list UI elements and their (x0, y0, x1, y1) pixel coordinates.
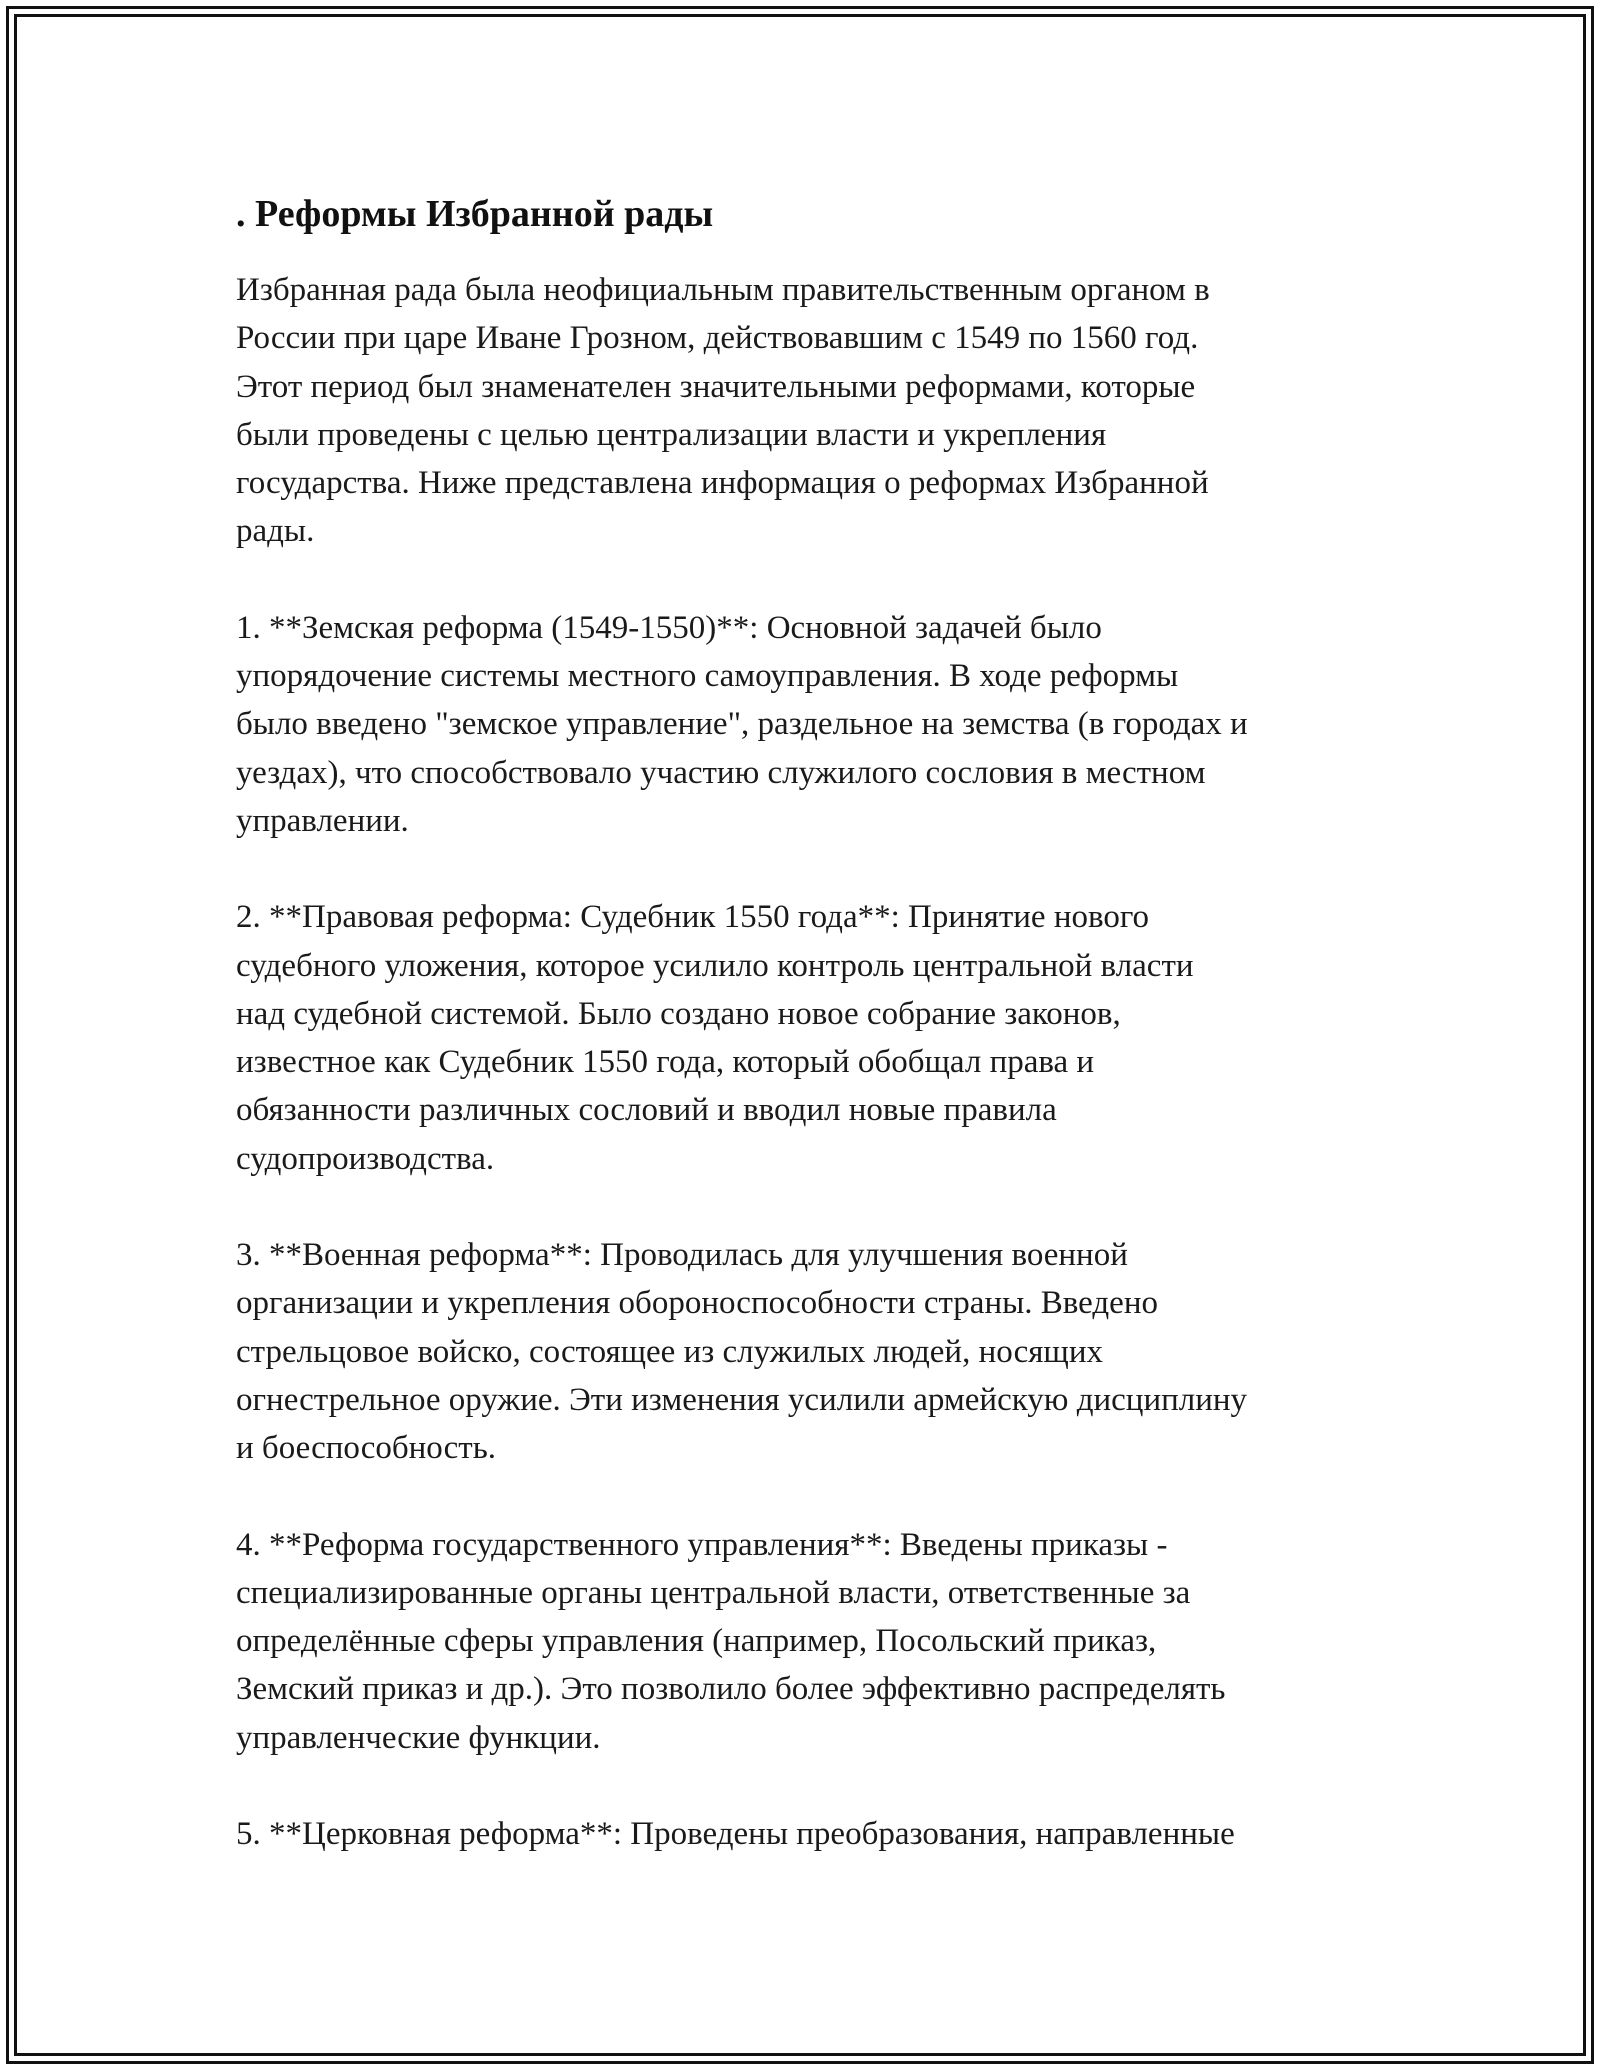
text-line: управленческие функции. (236, 1719, 601, 1756)
text-line: Земский приказ и др.). Это позволило более эффективно распределять (236, 1671, 1226, 1708)
text-line: 5. **Церковная реформа**: Проведены преобразования, направленные (236, 1816, 1235, 1853)
text-line: специализированные органы центральной власти, ответственные за (236, 1574, 1191, 1611)
text-line: России при царе Иване Грозном, действовавшим с 1549 по 1560 год. (236, 320, 1199, 357)
reform-item-zemskaya (236, 604, 1376, 845)
reform-item-upravlenie (236, 1521, 1376, 1762)
reform-item-cerkovnaya (236, 1810, 1376, 1858)
text-line: судебного уложения, которое усилило контроль центральной власти (236, 947, 1194, 984)
text-line: организации и укрепления обороноспособности страны. Введено (236, 1285, 1158, 1322)
reform-item-voennaya (236, 1231, 1376, 1472)
text-line: управлении. (236, 802, 409, 839)
text-line: Этот период был знаменателен значительными реформами, которые (236, 368, 1196, 405)
text-line: были проведены с целью централизации власти и укрепления (236, 416, 1107, 453)
text-line: 3. **Военная реформа**: Проводилась для улучшения военной (236, 1237, 1128, 1274)
document-title: . Реформы Избранной рады (236, 193, 714, 235)
text-line: рады. (236, 513, 315, 550)
text-line: обязанности различных сословий и вводил новые правила (236, 1092, 1057, 1129)
document-body (236, 190, 1376, 1906)
text-line: известное как Судебник 1550 года, который обобщал права и (236, 1044, 1095, 1081)
text-line: 4. **Реформа государственного управления**: Введены приказы - (236, 1526, 1168, 1563)
text-line: 1. **Земская реформа (1549-1550)**: Основной задачей было (236, 609, 1102, 646)
text-line: над судебной системой. Было создано новое собрание законов, (236, 995, 1121, 1032)
text-line: Избранная рада была неофициальным правительственным органом в (236, 272, 1210, 308)
text-line: стрельцовое войско, состоящее из служилых людей, носящих (236, 1333, 1103, 1370)
text-line: уездах), что способствовало участию служилого сословия в местном (236, 754, 1206, 791)
text-line: 2. **Правовая реформа: Судебник 1550 года**: Принятие нового (236, 899, 1150, 936)
text-line: и боеспособность. (236, 1430, 496, 1467)
text-line: судопроизводства. (236, 1140, 495, 1177)
text-line: упорядочение системы местного самоуправления. В ходе реформы (236, 658, 1179, 695)
reform-item-pravovaya (236, 893, 1376, 1183)
intro-paragraph (236, 266, 1376, 556)
text-line: государства. Ниже представлена информация о реформах Избранной (236, 465, 1209, 502)
text-line: было введено "земское управление", раздельное на земства (в городах и (236, 706, 1248, 743)
text-line: огнестрельное оружие. Эти изменения усилили армейскую дисциплину (236, 1381, 1248, 1418)
text-line: определённые сферы управления (например, Посольский приказ, (236, 1623, 1157, 1660)
